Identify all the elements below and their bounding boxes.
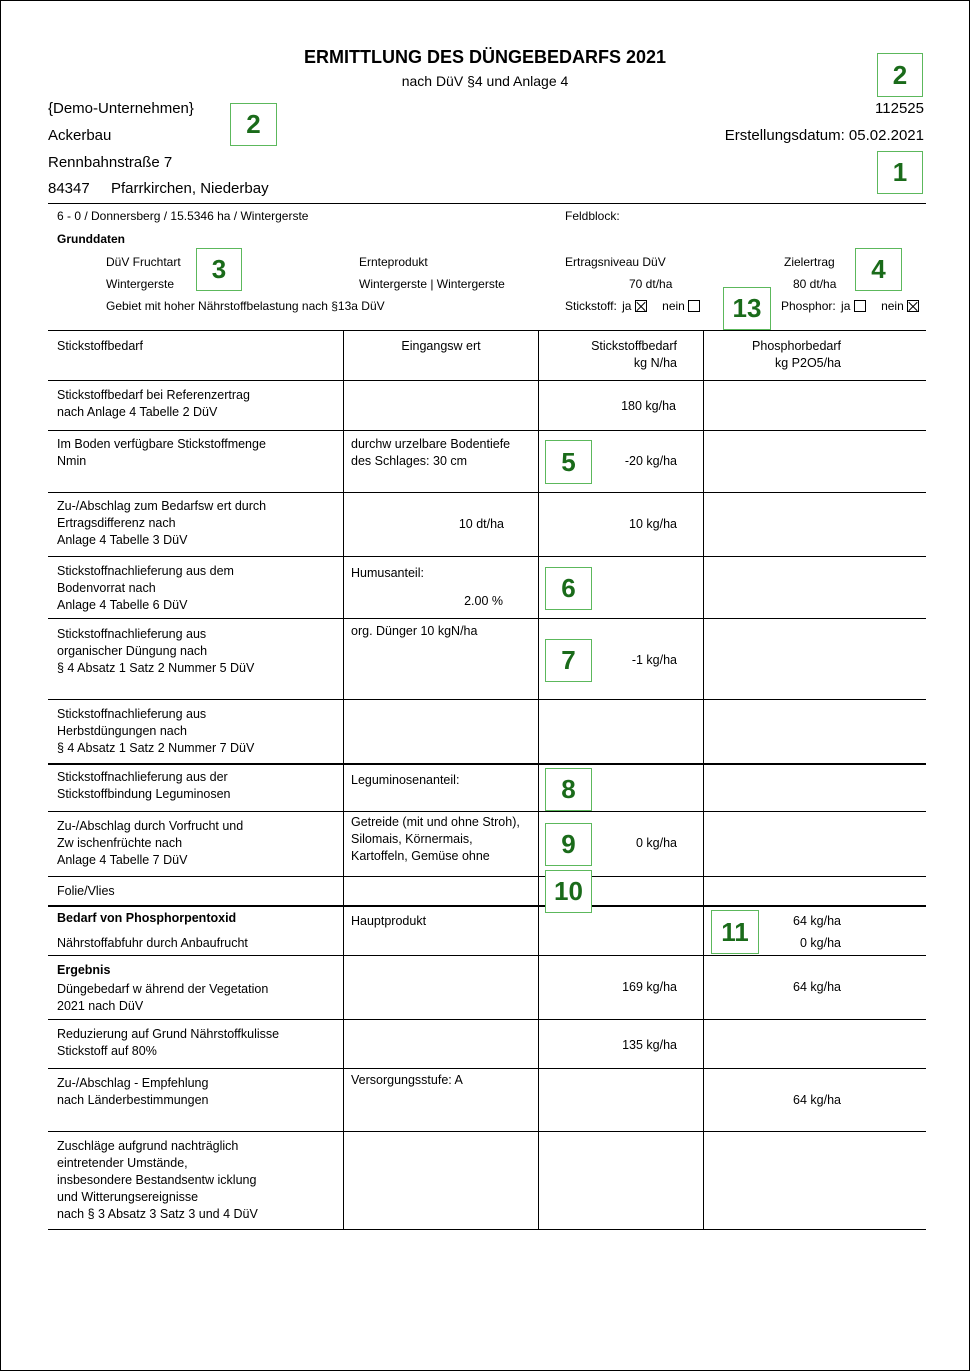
row-n-value: 0 kg/ha — [635, 836, 677, 850]
row-label: Stickstoffnachlieferung aus Herbstdüngungen nach § 4 Absatz 1 Satz 2 Nummer 7 DüV — [57, 707, 255, 755]
phosphor-yes-label: ja — [841, 299, 851, 313]
row-p-value: 64 kg/ha — [793, 980, 841, 994]
col-header-p-line2: kg P2O5/ha — [774, 356, 841, 370]
yield-level-value: 70 dt/ha — [629, 277, 673, 291]
table-row-divider — [48, 1131, 926, 1132]
annotation-badge: 5 — [545, 440, 592, 484]
row-label: Stickstoffnachlieferung aus dem Bodenvorrat nach Anlage 4 Tabelle 6 DüV — [57, 564, 234, 612]
col-header-n-line1: Stickstoffbedarf — [591, 339, 677, 353]
row-label-heading: Bedarf von Phosphorpentoxid — [57, 911, 237, 925]
col-header-nitrogen-need: Stickstoffbedarf — [57, 339, 143, 353]
row-input: Humusanteil: — [351, 566, 424, 580]
nitrogen-yes-label: ja — [622, 299, 632, 313]
row-input: org. Dünger 10 kgN/ha — [351, 624, 478, 638]
page-title: ERMITTLUNG DES DÜNGEBEDARFS 2021 — [303, 47, 667, 67]
annotation-badge: 7 — [545, 639, 592, 682]
company-branch: Ackerbau — [48, 127, 112, 144]
row-p-value: 64 kg/ha — [793, 914, 841, 928]
row-n-value: 169 kg/ha — [622, 980, 677, 994]
annotation-badge: 4 — [855, 248, 902, 291]
annotation-badge: 10 — [545, 870, 592, 913]
crop-label: DüV Fruchtart — [106, 255, 181, 269]
table-row-divider — [48, 1019, 926, 1020]
table-row-divider — [48, 1068, 926, 1069]
product-label: Ernteprodukt — [359, 255, 428, 269]
table-row-divider — [48, 763, 926, 765]
row-input: durchw urzelbare Bodentiefe des Schlages: 30 cm — [351, 437, 511, 468]
company-street: Rennbahnstraße 7 — [48, 154, 173, 171]
nitrogen-no-checkbox[interactable] — [688, 300, 700, 312]
row-label-sub: Nährstoffabfuhr durch Anbaufrucht — [57, 936, 248, 950]
row-input: Versorgungsstufe: A — [351, 1073, 463, 1087]
annotation-badge: 3 — [196, 248, 242, 291]
nitrogen-checkbox-group — [565, 299, 700, 313]
annotation-badge: 9 — [545, 823, 592, 866]
row-label: Zu-/Abschlag - Empfehlung nach Länderbestimmungen — [57, 1076, 209, 1107]
row-n-value: 180 kg/ha — [621, 399, 676, 413]
id-number: 112525 — [875, 100, 924, 117]
table-top-border — [48, 330, 926, 331]
row-label: Zu-/Abschlag zum Bedarfsw ert durch Ertragsdifferenz nach Anlage 4 Tabelle 3 DüV — [57, 499, 267, 547]
area-label: Gebiet mit hoher Nährstoffbelastung nach §13a DüV — [106, 299, 385, 313]
row-label: Stickstoffbedarf bei Referenzertrag nach Anlage 4 Tabelle 2 DüV — [57, 388, 250, 419]
row-n-value: 135 kg/ha — [622, 1038, 677, 1052]
company-city: Pfarrkirchen, Niederbay — [111, 180, 269, 197]
creation-date-label: Erstellungsdatum: — [724, 127, 845, 144]
col-header-p-line1: Phosphorbedarf — [752, 339, 841, 353]
nitrogen-no-label: nein — [662, 299, 685, 313]
annotation-badge: 13 — [723, 287, 771, 330]
row-label: Zuschläge aufgrund nachträglich eintretender Umstände, insbesondere Bestandsentw icklung und Witterungsereignisse nach § 3 Absatz 3 Satz 3 und 4 DüV — [57, 1139, 258, 1221]
nitrogen-yes-checkbox[interactable] — [635, 300, 647, 312]
col-header-input-value: Eingangsw ert — [401, 339, 481, 353]
row-n-value: -20 kg/ha — [624, 454, 677, 468]
annotation-badge: 2 — [877, 53, 923, 97]
table-row-divider — [48, 699, 926, 700]
table-row-divider — [48, 380, 926, 381]
row-label-heading: Ergebnis — [57, 963, 111, 977]
table-row-divider — [48, 905, 926, 907]
table-bottom-border — [48, 1229, 926, 1230]
row-label: Im Boden verfügbare Stickstoffmenge Nmin — [57, 437, 266, 468]
row-input: Leguminosenanteil: — [351, 773, 460, 787]
annotation-badge: 2 — [230, 103, 277, 146]
grunddaten-heading: Grunddaten — [57, 232, 125, 246]
annotation-badge: 6 — [545, 567, 592, 610]
col-header-n-line2: kg N/ha — [633, 356, 677, 370]
row-p-value-2: 0 kg/ha — [799, 936, 841, 950]
phosphor-yes-checkbox[interactable] — [854, 300, 866, 312]
row-n-value: -1 kg/ha — [631, 653, 677, 667]
target-yield-label: Zielertrag — [784, 255, 835, 269]
page-subtitle: nach DüV §4 und Anlage 4 — [401, 73, 569, 89]
yield-level-label: Ertragsniveau DüV — [565, 255, 666, 269]
company-zip: 84347 — [48, 180, 90, 197]
row-input: Hauptprodukt — [351, 914, 427, 928]
creation-date-row — [725, 127, 924, 144]
table-row-divider — [48, 955, 926, 956]
field-line: 6 - 0 / Donnersberg / 15.5346 ha / Wintergerste — [57, 209, 309, 223]
phosphor-no-label: nein — [881, 299, 904, 313]
row-input: Getreide (mit und ohne Stroh), Silomais, Körnermais, Kartoffeln, Gemüse ohne — [351, 815, 520, 863]
phosphor-checkbox-group — [781, 299, 919, 313]
row-n-value: 10 kg/ha — [629, 517, 677, 531]
row-label: Reduzierung auf Grund Nährstoffkulisse Stickstoff auf 80% — [57, 1027, 280, 1058]
annotation-badge: 8 — [545, 768, 592, 811]
phosphor-label: Phosphor: — [781, 299, 836, 313]
nitrogen-label: Stickstoff: — [565, 299, 617, 313]
feldblock-label: Feldblock: — [565, 209, 620, 223]
company-name: {Demo-Unternehmen} — [48, 100, 194, 117]
header-divider — [48, 203, 926, 204]
table-column-divider — [343, 330, 344, 1229]
target-yield-value: 80 dt/ha — [793, 277, 837, 291]
product-value: Wintergerste | Wintergerste — [359, 277, 505, 291]
table-row-divider — [48, 430, 926, 431]
row-label: Stickstoffnachlieferung aus organischer Düngung nach § 4 Absatz 1 Satz 2 Nummer 5 DüV — [57, 627, 255, 675]
crop-value: Wintergerste — [106, 277, 175, 291]
row-input-value: 2.00 % — [464, 594, 503, 608]
row-label: Stickstoffnachlieferung aus der Stickstoffbindung Leguminosen — [57, 770, 231, 801]
table-row-divider — [48, 618, 926, 619]
table-row-divider — [48, 492, 926, 493]
row-label: Folie/Vlies — [57, 884, 115, 898]
row-label: Zu-/Abschlag durch Vorfrucht und Zw ischenfrüchte nach Anlage 4 Tabelle 7 DüV — [57, 819, 244, 867]
row-label-sub: Düngebedarf w ährend der Vegetation 2021 nach DüV — [57, 982, 269, 1013]
phosphor-no-checkbox[interactable] — [907, 300, 919, 312]
table-row-divider — [48, 811, 926, 812]
table-row-divider — [48, 876, 926, 877]
creation-date-value: 05.02.2021 — [848, 127, 924, 144]
row-input: 10 dt/ha — [458, 517, 504, 531]
row-p-value: 64 kg/ha — [793, 1093, 841, 1107]
annotation-badge: 1 — [877, 151, 923, 194]
table-row-divider — [48, 556, 926, 557]
annotation-badge: 11 — [711, 910, 759, 954]
